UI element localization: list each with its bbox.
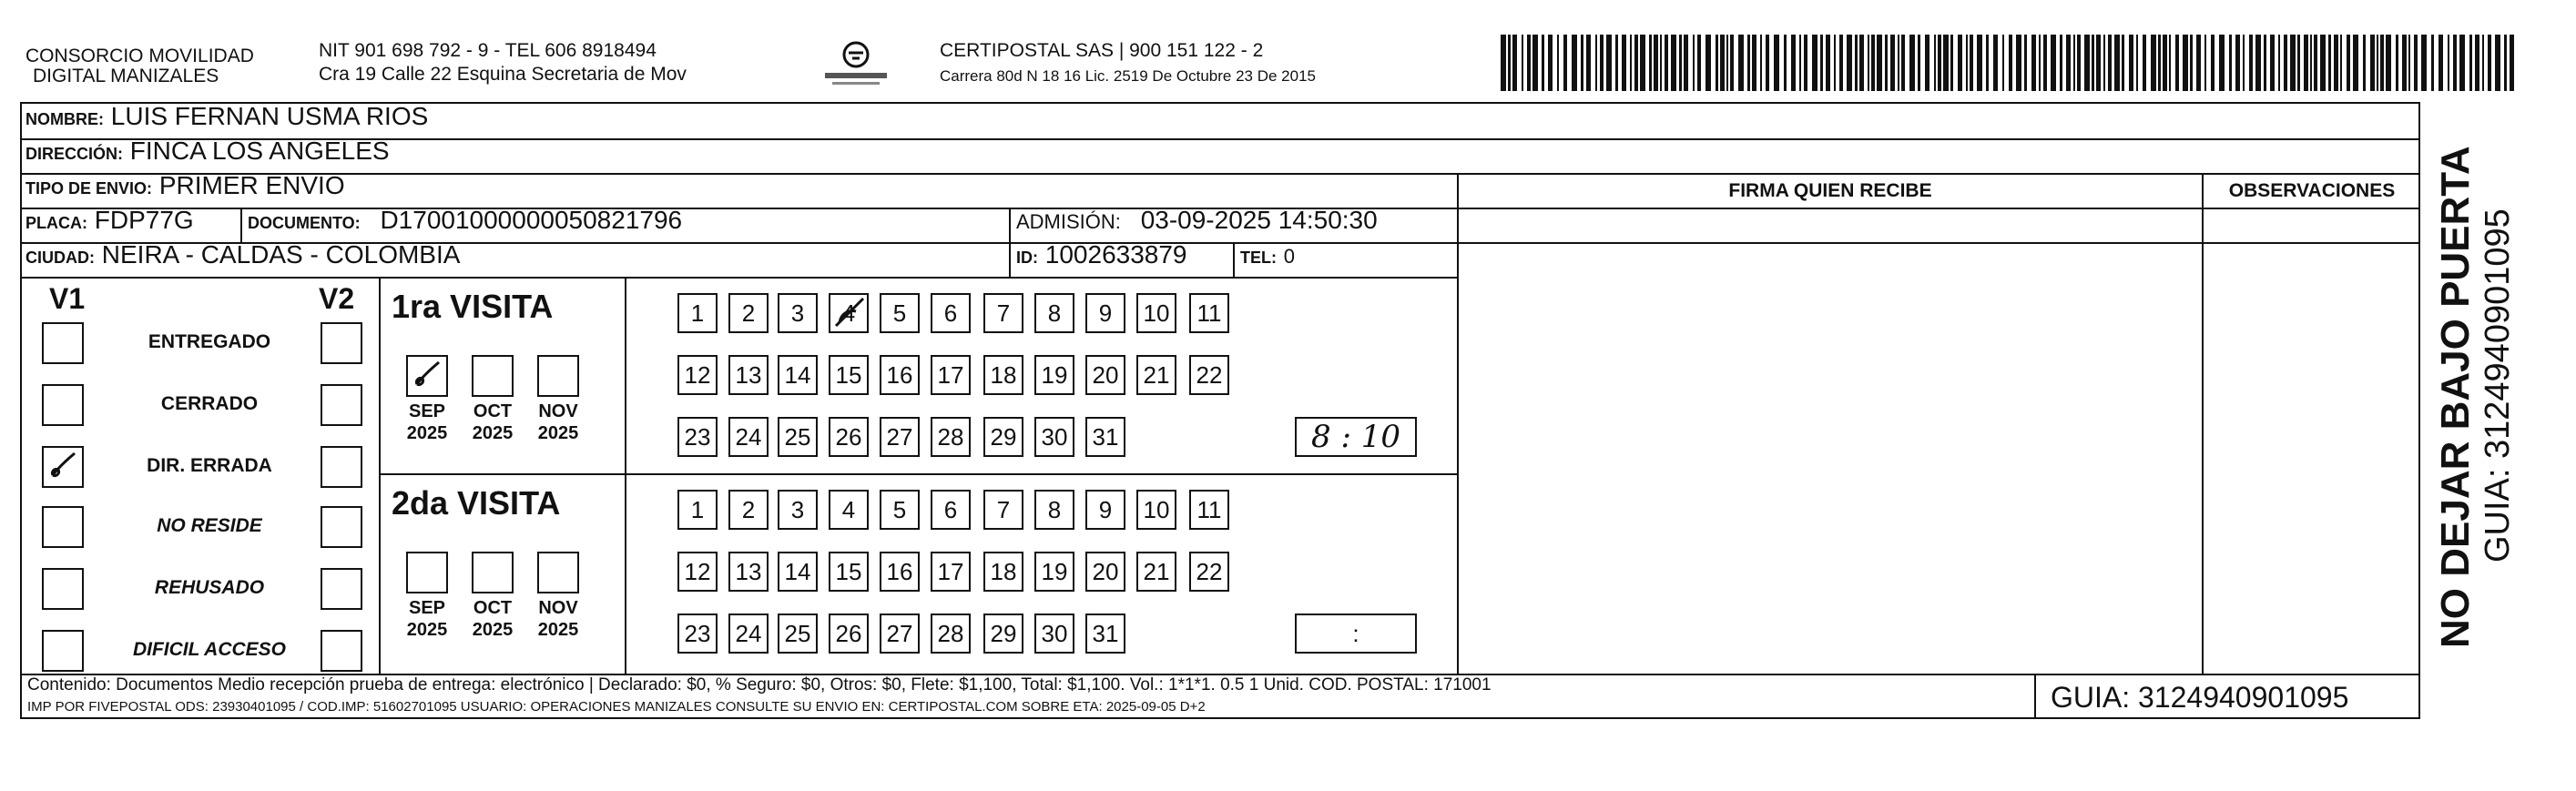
observaciones-header: OBSERVACIONES bbox=[2228, 180, 2396, 201]
v2-checkbox[interactable] bbox=[321, 384, 362, 426]
day-box[interactable]: 24 bbox=[728, 417, 769, 457]
barcode-bar bbox=[1898, 35, 1899, 91]
barcode-bar bbox=[1693, 35, 1695, 91]
time-box[interactable]: 8 : 10 bbox=[1295, 417, 1417, 457]
barcode-bar bbox=[1684, 35, 1688, 91]
barcode-bar bbox=[2396, 35, 2398, 91]
barcode-bar bbox=[1970, 35, 1973, 91]
day-box[interactable]: 1 bbox=[677, 490, 718, 530]
day-box[interactable]: 29 bbox=[983, 614, 1023, 654]
barcode-bar bbox=[2402, 35, 2407, 91]
courier-name: CERTIPOSTAL SAS | 900 151 122 - 2 bbox=[940, 40, 1264, 61]
day-box[interactable]: 26 bbox=[829, 417, 869, 457]
v1-checkbox[interactable] bbox=[42, 322, 84, 364]
barcode-bar bbox=[2421, 35, 2427, 91]
barcode-bar bbox=[1847, 35, 1852, 91]
day-box[interactable]: 1 bbox=[677, 293, 718, 333]
barcode-bar bbox=[1634, 35, 1638, 91]
day-box[interactable]: 27 bbox=[880, 417, 920, 457]
barcode-bar bbox=[1726, 35, 1728, 91]
status-label: REHUSADO bbox=[154, 577, 265, 598]
barcode-bar bbox=[1826, 35, 1830, 91]
barcode-bar bbox=[1868, 35, 1869, 91]
placa-label: PLACA: bbox=[25, 214, 87, 232]
barcode-bar bbox=[1877, 35, 1882, 91]
day-box[interactable]: 11 bbox=[1189, 293, 1229, 333]
barcode-bar bbox=[1934, 35, 1936, 91]
company-name-line2: DIGITAL MANIZALES bbox=[33, 66, 219, 86]
status-label: ENTREGADO bbox=[148, 331, 271, 352]
v2-checkbox[interactable] bbox=[321, 630, 362, 672]
barcode-bar bbox=[1834, 35, 1836, 91]
day-box[interactable]: 26 bbox=[829, 614, 869, 654]
v2-checkbox[interactable] bbox=[321, 568, 362, 610]
barcode-bar bbox=[2043, 35, 2047, 91]
visit-title: 1ra VISITA bbox=[392, 288, 554, 325]
barcode-bar bbox=[2158, 35, 2161, 91]
barcode-bar bbox=[2328, 35, 2331, 91]
status-label: DIR. ERRADA bbox=[147, 455, 272, 476]
admision-value: 03-09-2025 14:50:30 bbox=[1140, 206, 1378, 234]
barcode-bar bbox=[2051, 35, 2056, 91]
admision-row bbox=[1016, 206, 1378, 235]
barcode-bar bbox=[2380, 35, 2384, 91]
day-box[interactable]: 14 bbox=[778, 355, 818, 395]
id-label: ID: bbox=[1016, 248, 1038, 267]
day-box[interactable]: 5 bbox=[880, 293, 920, 333]
barcode-bar bbox=[1839, 35, 1843, 91]
year-label: 2025 bbox=[537, 423, 579, 443]
barcode-bar bbox=[2459, 35, 2465, 91]
barcode-bar bbox=[2408, 35, 2410, 91]
barcode-bar bbox=[1943, 35, 1949, 91]
year-label: 2025 bbox=[537, 620, 579, 640]
barcode-bar bbox=[2163, 35, 2167, 91]
barcode-bar bbox=[1766, 35, 1769, 91]
day-box[interactable]: 9 bbox=[1085, 490, 1125, 530]
documento-label: DOCUMENTO: bbox=[248, 214, 361, 232]
barcode-bar bbox=[2136, 35, 2138, 91]
barcode-bar bbox=[1799, 35, 1801, 91]
barcode-bar bbox=[2129, 35, 2133, 91]
day-box[interactable]: 24 bbox=[728, 614, 769, 654]
barcode-bar bbox=[2016, 35, 2021, 91]
barcode-bar bbox=[2504, 35, 2507, 91]
tipo-envio-row bbox=[25, 171, 345, 200]
side-guia: GUIA: 3124940901095 bbox=[2479, 208, 2517, 563]
day-box[interactable]: 31 bbox=[1085, 614, 1125, 654]
footer-guia: GUIA: 3124940901095 bbox=[2051, 681, 2349, 714]
v1-checkbox[interactable] bbox=[42, 384, 84, 426]
barcode-bar bbox=[1871, 35, 1875, 91]
barcode-bar bbox=[2363, 35, 2366, 91]
barcode-bar bbox=[2024, 35, 2027, 91]
nombre-value: LUIS FERNAN USMA RIOS bbox=[110, 102, 429, 130]
barcode-bar bbox=[2066, 35, 2071, 91]
day-box[interactable]: 28 bbox=[931, 614, 971, 654]
month-label: NOV bbox=[538, 401, 578, 421]
barcode-bar bbox=[1581, 35, 1583, 91]
day-box[interactable]: 16 bbox=[880, 552, 920, 592]
barcode-bar bbox=[1705, 35, 1711, 91]
barcode-bar bbox=[1572, 35, 1577, 91]
barcode-bar bbox=[2284, 35, 2287, 91]
barcode-bar bbox=[2031, 35, 2036, 91]
v1-checkbox[interactable] bbox=[42, 630, 84, 672]
tel-value: 0 bbox=[1283, 245, 1296, 268]
barcode-bar bbox=[1885, 35, 1888, 91]
day-box[interactable]: 3 bbox=[778, 293, 818, 333]
placa-value: FDP77G bbox=[94, 206, 194, 234]
v1-header: V1 bbox=[49, 282, 86, 315]
barcode-bar bbox=[1542, 35, 1544, 91]
barcode-bar bbox=[2448, 35, 2449, 91]
barcode-bar bbox=[2370, 35, 2375, 91]
barcode-bar bbox=[2347, 35, 2350, 91]
barcode-bar bbox=[2414, 35, 2418, 91]
day-box[interactable]: 3 bbox=[778, 490, 818, 530]
barcode-bar bbox=[2320, 35, 2326, 91]
year-label: 2025 bbox=[472, 620, 514, 640]
day-box[interactable]: 19 bbox=[1034, 355, 1074, 395]
company-name-line1: CONSORCIO MOVILIDAD bbox=[25, 46, 254, 66]
day-box[interactable]: 25 bbox=[778, 417, 818, 457]
barcode-bar bbox=[1986, 35, 1989, 91]
barcode-bar bbox=[1606, 35, 1612, 91]
day-box[interactable]: 7 bbox=[983, 490, 1023, 530]
barcode-bar bbox=[1532, 35, 1538, 91]
barcode-bar bbox=[2377, 35, 2378, 91]
certipostal-logo bbox=[820, 38, 892, 89]
day-box[interactable]: 14 bbox=[778, 552, 818, 592]
tipo-envio-label: TIPO DE ENVIO: bbox=[25, 179, 153, 198]
barcode-bar bbox=[2196, 35, 2201, 91]
nit-line: NIT 901 698 792 - 9 - TEL 606 8918494 bbox=[319, 40, 657, 61]
id-value: 1002633879 bbox=[1044, 240, 1187, 269]
barcode-bar bbox=[2151, 35, 2156, 91]
month-label: OCT bbox=[473, 598, 513, 618]
tel-row bbox=[1240, 240, 1295, 269]
day-box[interactable]: 5 bbox=[880, 490, 920, 530]
id-row bbox=[1016, 240, 1187, 269]
barcode-bar bbox=[2495, 35, 2500, 91]
tel-label: TEL: bbox=[1240, 248, 1277, 267]
day-box[interactable]: 28 bbox=[931, 417, 971, 457]
barcode-bar bbox=[1918, 35, 1920, 91]
barcode-bar bbox=[2009, 35, 2012, 91]
v1-checkbox[interactable] bbox=[42, 568, 84, 610]
ciudad-value: NEIRA - CALDAS - COLOMBIA bbox=[101, 240, 461, 269]
day-box[interactable]: 19 bbox=[1034, 552, 1074, 592]
barcode-bar bbox=[1747, 35, 1750, 91]
barcode-bar bbox=[2077, 35, 2081, 91]
month-checkbox[interactable] bbox=[472, 552, 514, 593]
status-label: DIFICIL ACCESO bbox=[132, 639, 286, 660]
barcode-bar bbox=[1977, 35, 1982, 91]
day-box[interactable]: 11 bbox=[1189, 490, 1229, 530]
barcode-bar bbox=[1679, 35, 1682, 91]
signature-area[interactable] bbox=[1461, 244, 2200, 672]
day-box[interactable]: 12 bbox=[677, 355, 718, 395]
month-checkbox[interactable] bbox=[472, 355, 514, 397]
barcode-bar bbox=[2211, 35, 2215, 91]
month-checkbox[interactable] bbox=[537, 552, 579, 593]
day-box[interactable]: 6 bbox=[931, 293, 971, 333]
day-box[interactable]: 13 bbox=[728, 355, 769, 395]
barcode-bar bbox=[1660, 35, 1662, 91]
year-label: 2025 bbox=[472, 423, 514, 443]
barcode-bar bbox=[2439, 35, 2443, 91]
barcode-bar bbox=[1640, 35, 1645, 91]
time-box[interactable]: : bbox=[1295, 614, 1417, 654]
day-box[interactable]: 15 bbox=[829, 552, 869, 592]
barcode-bar bbox=[1630, 35, 1632, 91]
day-box[interactable]: 18 bbox=[983, 552, 1023, 592]
barcode-bar bbox=[2060, 35, 2062, 91]
barcode-bar bbox=[1720, 35, 1725, 91]
barcode-bar bbox=[2270, 35, 2275, 91]
barcode-bar bbox=[1760, 35, 1762, 91]
barcode-bar bbox=[2255, 35, 2261, 91]
barcode-bar bbox=[2386, 35, 2391, 91]
v1-checkbox[interactable] bbox=[42, 506, 84, 548]
day-box[interactable]: 21 bbox=[1136, 355, 1176, 395]
barcode-bar bbox=[1501, 35, 1506, 91]
barcode-bar bbox=[2169, 35, 2171, 91]
v1-checkbox[interactable] bbox=[42, 446, 84, 488]
day-box[interactable]: 8 bbox=[1034, 490, 1074, 530]
barcode-bar bbox=[1649, 35, 1652, 91]
barcode-bar bbox=[2314, 35, 2317, 91]
side-warning: NO DEJAR BAJO PUERTA bbox=[2433, 146, 2478, 648]
day-box[interactable]: 7 bbox=[983, 293, 1023, 333]
year-label: 2025 bbox=[406, 423, 448, 443]
barcode-bar bbox=[2264, 35, 2266, 91]
day-box[interactable]: 22 bbox=[1189, 552, 1229, 592]
barcode-bar bbox=[1812, 35, 1817, 91]
barcode-bar bbox=[1804, 35, 1807, 91]
barcode-bar bbox=[2183, 35, 2188, 91]
barcode-bar bbox=[1697, 35, 1701, 91]
barcode-bar bbox=[2278, 35, 2280, 91]
barcode-bar bbox=[2039, 35, 2041, 91]
barcode bbox=[1501, 35, 2520, 96]
day-box[interactable]: 15 bbox=[829, 355, 869, 395]
barcode-bar bbox=[1958, 35, 1962, 91]
year-label: 2025 bbox=[406, 620, 448, 640]
status-label: CERRADO bbox=[160, 393, 259, 414]
day-box[interactable]: 27 bbox=[880, 614, 920, 654]
barcode-bar bbox=[1730, 35, 1734, 91]
footer-line2: IMP POR FIVEPOSTAL ODS: 23930401095 / COD.IMP: 51602701095 USUARIO: OPERACIONES MANIZALES CONSULTE SU ENVIO EN: CERTIPOSTAL.COM SOBRE ETA: 2025-09-05 D+2 bbox=[27, 699, 1206, 715]
barcode-bar bbox=[2092, 35, 2094, 91]
barcode-bar bbox=[2304, 35, 2308, 91]
barcode-bar bbox=[2204, 35, 2206, 91]
barcode-bar bbox=[2114, 35, 2120, 91]
observaciones-area[interactable] bbox=[2204, 244, 2418, 672]
placa-row bbox=[25, 206, 194, 235]
barcode-bar bbox=[1622, 35, 1626, 91]
barcode-bar bbox=[1966, 35, 1968, 91]
barcode-bar bbox=[1925, 35, 1929, 91]
barcode-bar bbox=[2469, 35, 2472, 91]
v2-header: V2 bbox=[319, 282, 355, 315]
barcode-bar bbox=[1600, 35, 1604, 91]
barcode-bar bbox=[1993, 35, 1998, 91]
day-box[interactable]: 18 bbox=[983, 355, 1023, 395]
barcode-bar bbox=[2353, 35, 2358, 91]
day-box[interactable]: 13 bbox=[728, 552, 769, 592]
barcode-bar bbox=[1859, 35, 1864, 91]
barcode-bar bbox=[2453, 35, 2457, 91]
barcode-bar bbox=[1654, 35, 1658, 91]
day-box[interactable]: 17 bbox=[931, 552, 971, 592]
month-label: SEP bbox=[408, 401, 446, 421]
barcode-bar bbox=[2096, 35, 2101, 91]
barcode-bar bbox=[2482, 35, 2484, 91]
barcode-bar bbox=[1738, 35, 1744, 91]
day-box[interactable]: 4 bbox=[829, 293, 869, 333]
barcode-bar bbox=[1508, 35, 1511, 91]
barcode-bar bbox=[1512, 35, 1517, 91]
day-box[interactable]: 4 bbox=[829, 490, 869, 530]
barcode-bar bbox=[2488, 35, 2491, 91]
barcode-bar bbox=[1665, 35, 1668, 91]
barcode-bar bbox=[2431, 35, 2434, 91]
barcode-bar bbox=[1901, 35, 1905, 91]
barcode-bar bbox=[2122, 35, 2124, 91]
day-box[interactable]: 10 bbox=[1136, 293, 1176, 333]
direccion-label: DIRECCIÓN: bbox=[25, 145, 123, 163]
barcode-bar bbox=[2475, 35, 2479, 91]
barcode-bar bbox=[1522, 35, 1523, 91]
day-box[interactable]: 23 bbox=[677, 614, 718, 654]
barcode-bar bbox=[2103, 35, 2105, 91]
nombre-label: NOMBRE: bbox=[25, 110, 104, 128]
v2-checkbox[interactable] bbox=[321, 322, 362, 364]
day-box[interactable]: 17 bbox=[931, 355, 971, 395]
month-label: SEP bbox=[408, 598, 446, 618]
barcode-bar bbox=[2143, 35, 2146, 91]
day-box[interactable]: 20 bbox=[1085, 552, 1125, 592]
day-box[interactable]: 20 bbox=[1085, 355, 1125, 395]
day-box[interactable]: 25 bbox=[778, 614, 818, 654]
ciudad-label: CIUDAD: bbox=[25, 248, 95, 267]
barcode-bar bbox=[1909, 35, 1915, 91]
barcode-bar bbox=[1563, 35, 1567, 91]
month-label: OCT bbox=[473, 401, 513, 421]
barcode-bar bbox=[1791, 35, 1796, 91]
day-box[interactable]: 29 bbox=[983, 417, 1023, 457]
barcode-bar bbox=[1527, 35, 1531, 91]
barcode-bar bbox=[1586, 35, 1591, 91]
barcode-bar bbox=[2175, 35, 2179, 91]
day-box[interactable]: 10 bbox=[1136, 490, 1176, 530]
status-label: NO RESIDE bbox=[157, 515, 262, 536]
day-box[interactable]: 16 bbox=[880, 355, 920, 395]
nombre-row bbox=[25, 102, 428, 131]
day-box[interactable]: 9 bbox=[1085, 293, 1125, 333]
barcode-bar bbox=[2297, 35, 2300, 91]
barcode-bar bbox=[2002, 35, 2004, 91]
barcode-bar bbox=[1820, 35, 1823, 91]
day-box[interactable]: 21 bbox=[1136, 552, 1176, 592]
day-box[interactable]: 8 bbox=[1034, 293, 1074, 333]
barcode-bar bbox=[1615, 35, 1618, 91]
documento-row bbox=[248, 206, 682, 235]
barcode-bar bbox=[1752, 35, 1756, 91]
visit-title: 2da VISITA bbox=[392, 484, 561, 522]
barcode-bar bbox=[2084, 35, 2090, 91]
barcode-bar bbox=[1950, 35, 1953, 91]
barcode-bar bbox=[1855, 35, 1858, 91]
barcode-bar bbox=[2229, 35, 2232, 91]
month-checkbox[interactable] bbox=[406, 355, 448, 397]
barcode-bar bbox=[1671, 35, 1676, 91]
ciudad-row bbox=[25, 240, 460, 269]
day-box[interactable]: 23 bbox=[677, 417, 718, 457]
courier-address: Carrera 80d N 18 16 Lic. 2519 De Octubre 23 De 2015 bbox=[940, 67, 1316, 85]
address-line: Cra 19 Calle 22 Esquina Secretaria de Mov bbox=[319, 64, 687, 85]
day-box[interactable]: 6 bbox=[931, 490, 971, 530]
barcode-bar bbox=[2340, 35, 2342, 91]
barcode-bar bbox=[1548, 35, 1553, 91]
barcode-bar bbox=[2310, 35, 2312, 91]
barcode-bar bbox=[2219, 35, 2225, 91]
day-box[interactable]: 2 bbox=[728, 293, 769, 333]
day-box[interactable]: 2 bbox=[728, 490, 769, 530]
v2-checkbox[interactable] bbox=[321, 506, 362, 548]
footer-line1: Contenido: Documentos Medio recepción prueba de entrega: electrónico | Declarado: $0, % Seguro: $0, Otros: $0, Flete: $1,100, Total: $1,100. Vol.: 1*1*1. 0.5 1 Unid. COD. POSTAL: 171001 bbox=[27, 675, 1492, 695]
barcode-bar bbox=[2334, 35, 2338, 91]
barcode-bar bbox=[1774, 35, 1779, 91]
barcode-bar bbox=[1557, 35, 1559, 91]
barcode-bar bbox=[2290, 35, 2296, 91]
v2-checkbox[interactable] bbox=[321, 446, 362, 488]
day-box[interactable]: 30 bbox=[1034, 614, 1074, 654]
direccion-value: FINCA LOS ANGELES bbox=[129, 137, 390, 165]
barcode-bar bbox=[1716, 35, 1718, 91]
direccion-row bbox=[25, 137, 390, 166]
barcode-bar bbox=[2190, 35, 2193, 91]
admision-label: ADMISIÓN: bbox=[1016, 210, 1121, 233]
day-box[interactable]: 30 bbox=[1034, 417, 1074, 457]
barcode-bar bbox=[1784, 35, 1787, 91]
tipo-envio-value: PRIMER ENVIO bbox=[158, 171, 345, 199]
documento-value: D17001000000050821796 bbox=[380, 206, 683, 234]
day-box[interactable]: 12 bbox=[677, 552, 718, 592]
day-box[interactable]: 22 bbox=[1189, 355, 1229, 395]
barcode-bar bbox=[1890, 35, 1895, 91]
barcode-bar bbox=[1938, 35, 1941, 91]
barcode-bar bbox=[2108, 35, 2112, 91]
firma-header: FIRMA QUIEN RECIBE bbox=[1728, 180, 1932, 201]
barcode-bar bbox=[2235, 35, 2240, 91]
barcode-bar bbox=[2249, 35, 2253, 91]
month-checkbox[interactable] bbox=[406, 552, 448, 593]
month-checkbox[interactable] bbox=[537, 355, 579, 397]
barcode-bar bbox=[2243, 35, 2245, 91]
barcode-bar bbox=[2073, 35, 2075, 91]
barcode-bar bbox=[2510, 35, 2514, 91]
barcode-bar bbox=[1595, 35, 1597, 91]
day-box[interactable]: 31 bbox=[1085, 417, 1125, 457]
month-label: NOV bbox=[538, 598, 578, 618]
